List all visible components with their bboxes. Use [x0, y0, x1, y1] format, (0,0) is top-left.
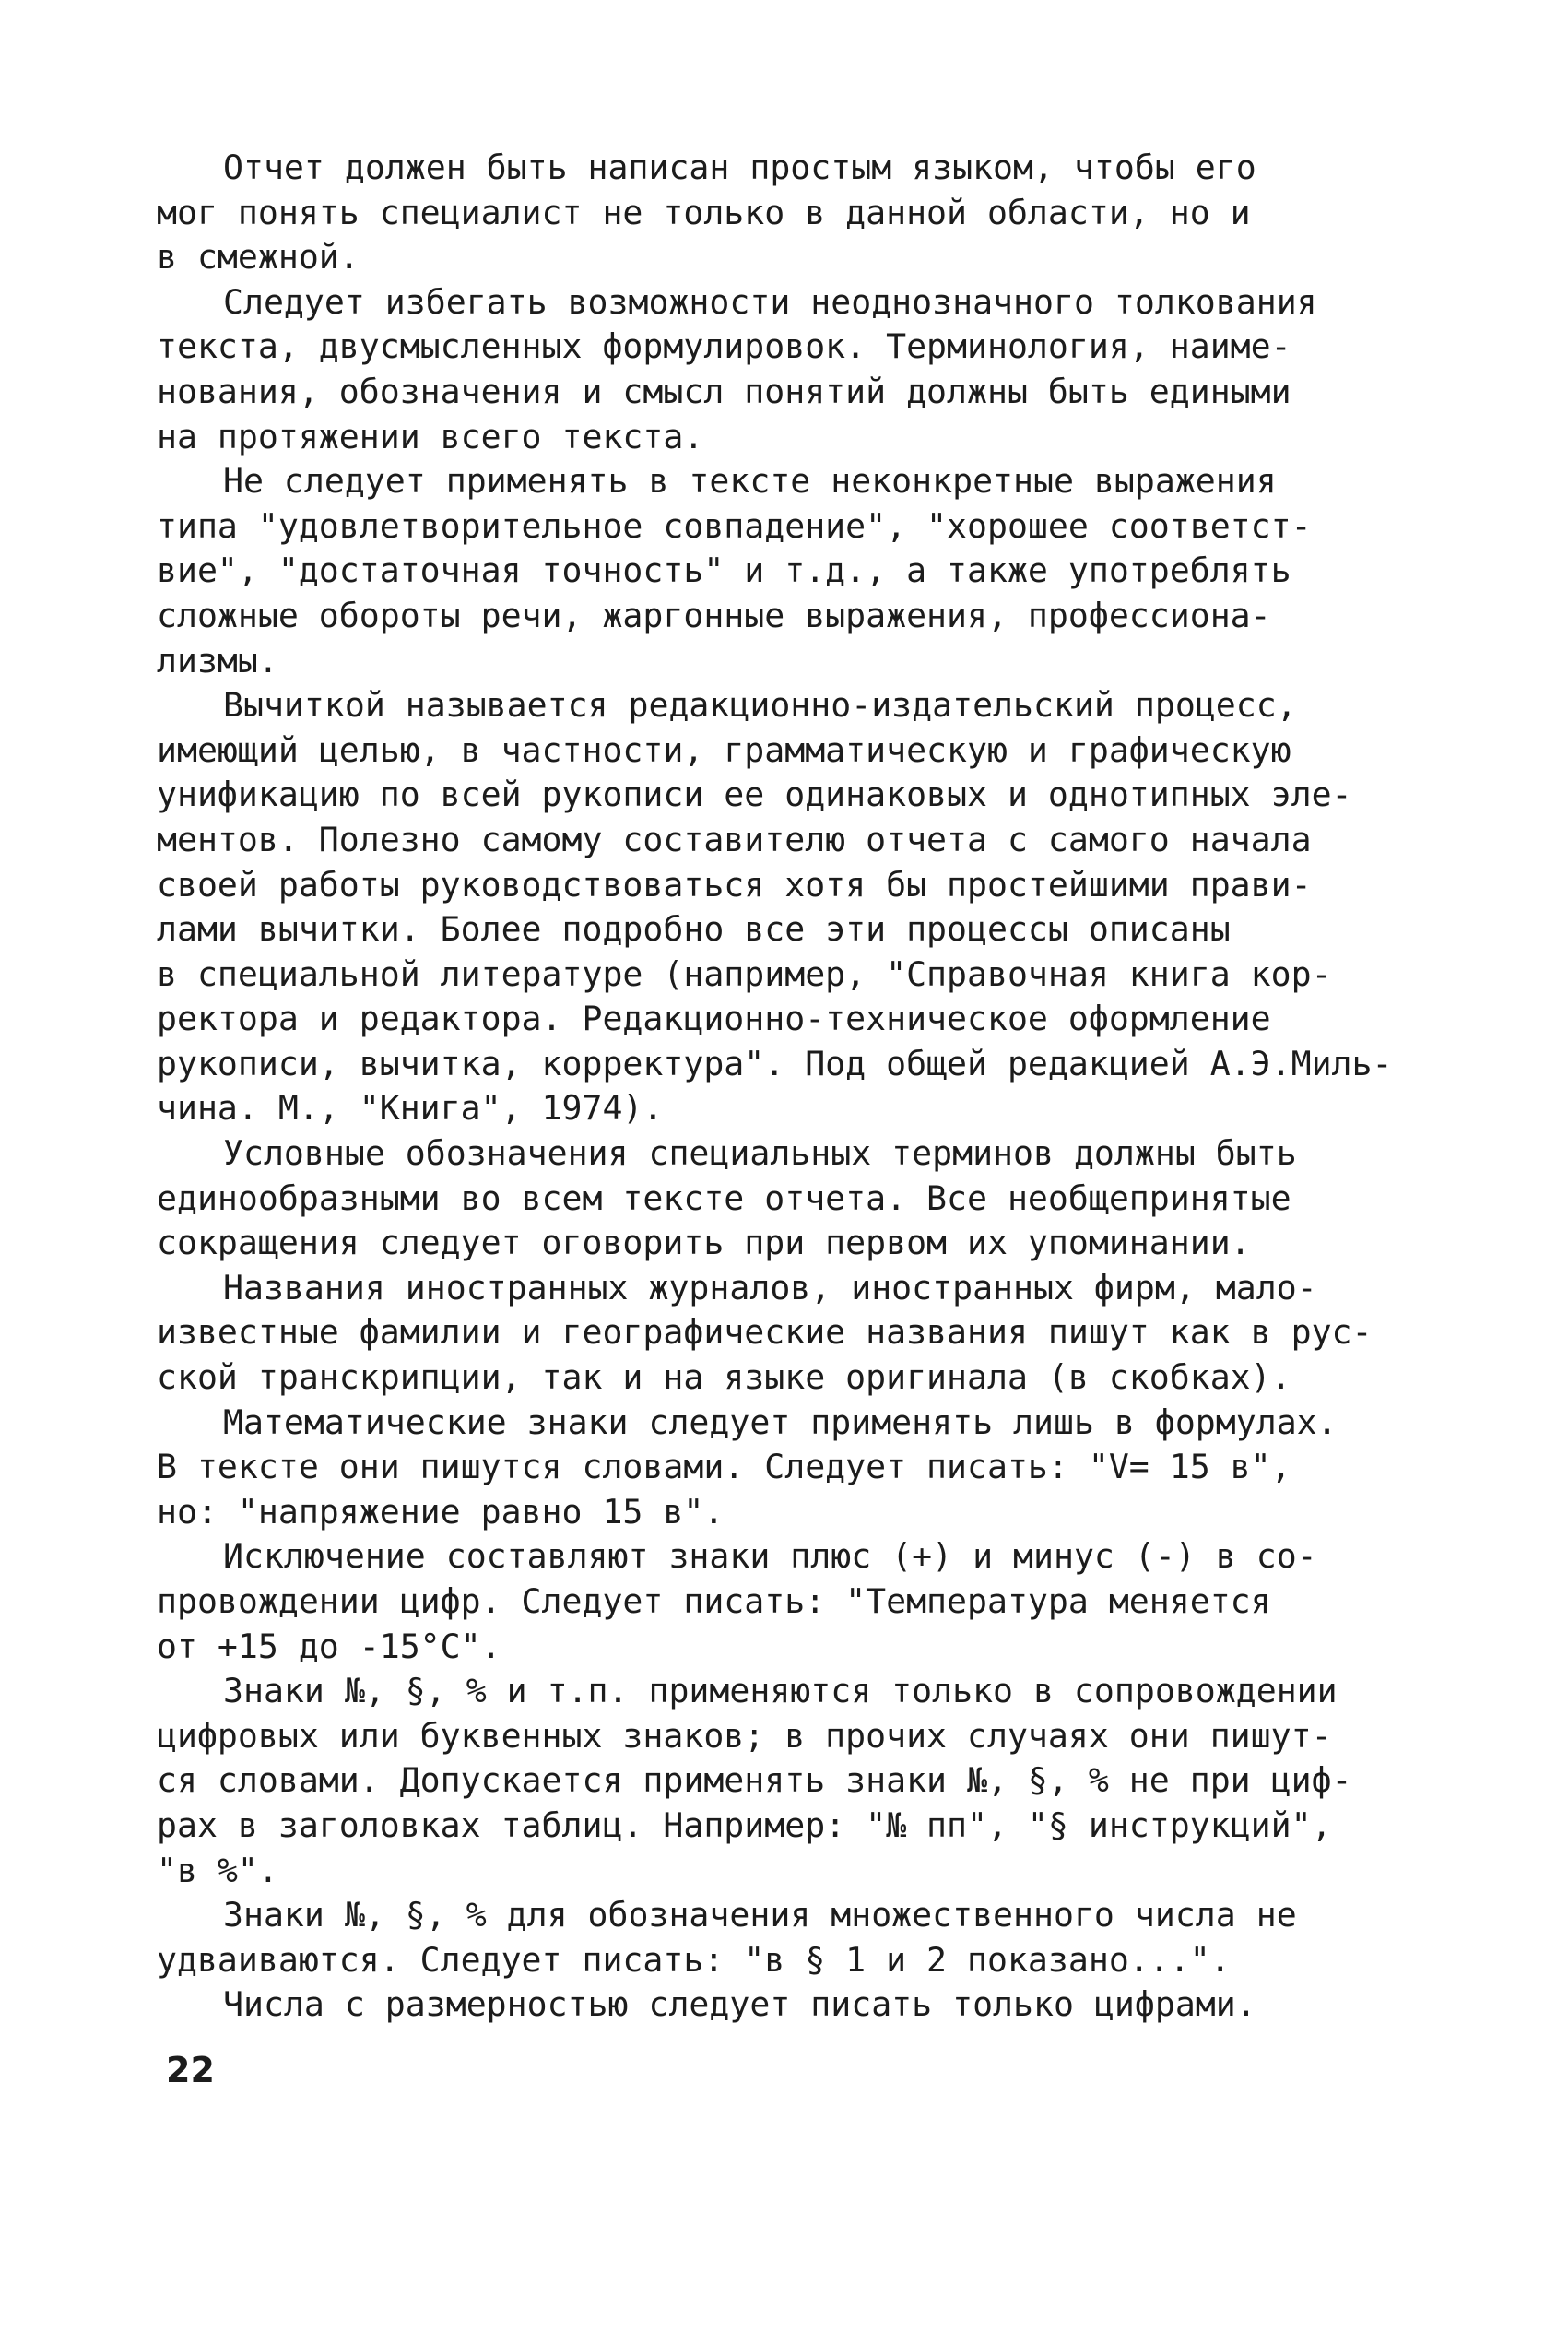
- text-line: сложные обороты речи, жаргонные выражения, профессиона-: [157, 595, 1271, 635]
- text-line: Исключение составляют знаки плюс (+) и минус (-) в со-: [223, 1536, 1317, 1577]
- text-line: цифровых или буквенных знаков; в прочих случаях они пишут-: [157, 1715, 1332, 1756]
- text-line: Математические знаки следует применять лишь в формулах.: [223, 1402, 1338, 1442]
- text-line: рукописи, вычитка, корректура". Под общей редакцией А.Э.Миль-: [157, 1043, 1393, 1083]
- text-line: ректора и редактора. Редакционно-техническое оформление: [157, 999, 1271, 1039]
- text-line: провождении цифр. Следует писать: "Температура меняется: [157, 1581, 1271, 1621]
- text-line: Следует избегать возможности неоднозначного толкования: [223, 281, 1317, 322]
- text-line: Названия иностранных журналов, иностранных фирм, мало-: [223, 1267, 1317, 1307]
- text-line: Числа с размерностью следует писать только цифрами.: [223, 1984, 1256, 2025]
- text-line: Знаки №, §, % и т.п. применяются только в сопровождении: [223, 1671, 1338, 1711]
- paragraph: [157, 1266, 1466, 1401]
- text-line: ской транскрипции, так и на языке оригинала (в скобках).: [157, 1357, 1291, 1398]
- text-line: имеющий целью, в частности, грамматическую и графическую: [157, 729, 1291, 770]
- text-line: Вычиткой называется редакционно-издательский процесс,: [223, 685, 1297, 726]
- text-line: ся словами. Допускается применять знаки №, §, % не при циф-: [157, 1760, 1352, 1801]
- text-line: в смежной.: [157, 237, 360, 278]
- text-line: в специальной литературе (например, "Справочная книга кор-: [157, 953, 1332, 994]
- text-line: удваиваются. Следует писать: "в § 1 и 2 показано...".: [157, 1939, 1231, 1980]
- text-line: своей работы руководствоваться хотя бы простейшими прави-: [157, 864, 1312, 905]
- text-line: ментов. Полезно самому составителю отчета с самого начала: [157, 819, 1312, 859]
- text-line: рах в заголовках таблиц. Например: "№ пп", "§ инструкций",: [157, 1804, 1332, 1845]
- text-line: Условные обозначения специальных терминов должны быть: [223, 1133, 1297, 1174]
- text-line: нования, обозначения и смысл понятий должны быть едиными: [157, 371, 1291, 411]
- text-line: на протяжении всего текста.: [157, 416, 704, 456]
- text-line: текста, двусмысленных формулировок. Терминология, наиме-: [157, 326, 1291, 367]
- paragraph: [157, 1401, 1466, 1535]
- paragraph: [157, 683, 1466, 1131]
- paragraph: [157, 280, 1466, 459]
- paragraph: [157, 1893, 1466, 1982]
- text-line: единообразными во всем тексте отчета. Все необщепринятые: [157, 1177, 1291, 1218]
- paragraph: [157, 1982, 1466, 2028]
- text-line: сокращения следует оговорить при первом их упоминании.: [157, 1223, 1251, 1263]
- text-line: типа "удовлетворительное совпадение", "хорошее соответст-: [157, 505, 1312, 546]
- body-text: [157, 146, 1466, 2028]
- paragraph: [157, 459, 1466, 683]
- text-line: но: "напряжение равно 15 в".: [157, 1491, 725, 1532]
- text-line: от +15 до -15°С".: [157, 1626, 501, 1666]
- text-line: унификацию по всей рукописи ее одинаковых и однотипных эле-: [157, 775, 1352, 815]
- text-line: "в %".: [157, 1850, 278, 1890]
- text-line: известные фамилии и географические названия пишут как в рус-: [157, 1312, 1373, 1353]
- text-line: В тексте они пишутся словами. Следует писать: "V= 15 в",: [157, 1447, 1291, 1487]
- paragraph: [157, 1131, 1466, 1266]
- paragraph: [157, 146, 1466, 280]
- text-line: чина. М., "Книга", 1974).: [157, 1088, 664, 1129]
- paragraph: [157, 1534, 1466, 1669]
- text-line: Знаки №, §, % для обозначения множественного числа не: [223, 1895, 1297, 1935]
- page-number: 22: [166, 2050, 215, 2090]
- text-line: Отчет должен быть написан простым языком, чтобы его: [223, 148, 1256, 187]
- text-line: вие", "достаточная точность" и т.д., а также употреблять: [157, 550, 1291, 591]
- text-line: Не следует применять в тексте неконкретные выражения: [223, 461, 1277, 502]
- paragraph: [157, 1669, 1466, 1893]
- text-line: мог понять специалист не только в данной области, но и: [157, 192, 1251, 232]
- text-line: лизмы.: [157, 640, 278, 680]
- text-line: лами вычитки. Более подробно все эти процессы описаны: [157, 909, 1231, 950]
